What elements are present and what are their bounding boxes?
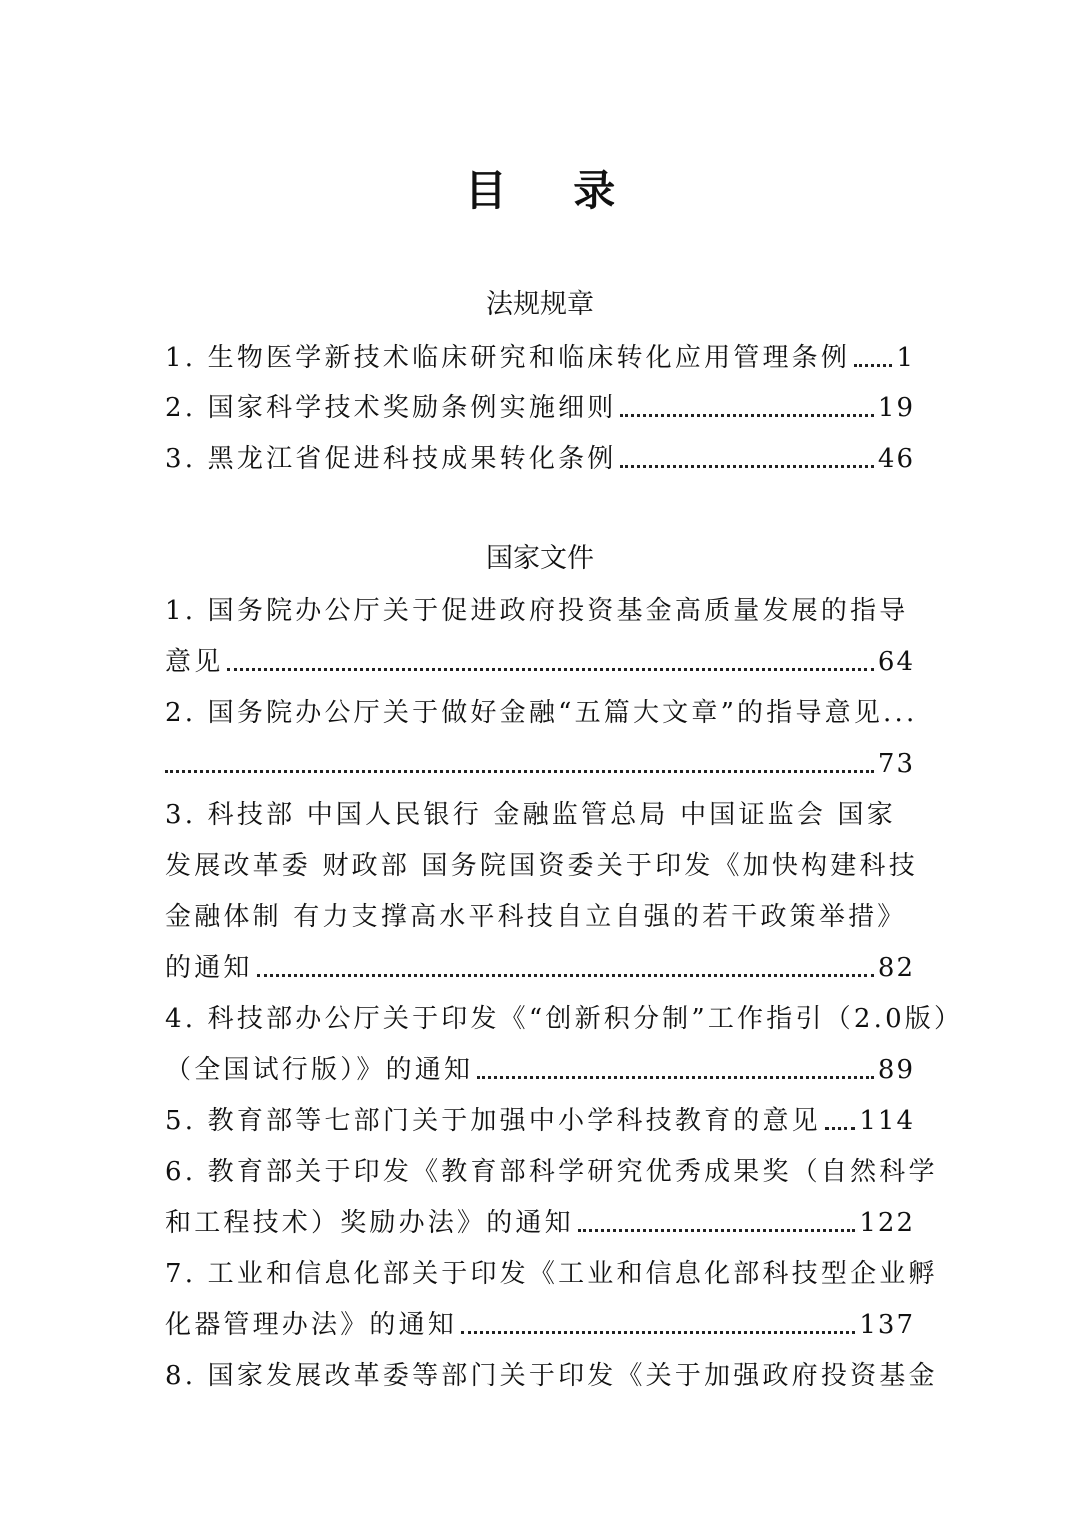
- toc-entry[interactable]: [165, 1353, 938, 1393]
- toc-entry-page: 73: [877, 749, 915, 779]
- dot-leader: [825, 1127, 855, 1130]
- toc-entry-text: 5. 教育部等七部门关于加强中小学科技教育的意见: [165, 1106, 821, 1136]
- toc-entry[interactable]: [165, 436, 915, 476]
- toc-entry-text: 4. 科技部办公厅关于印发《“创新积分制”工作指引（2.0版）: [165, 1004, 964, 1034]
- toc-entry-page: 137: [859, 1310, 915, 1340]
- dot-leader: [854, 364, 892, 367]
- toc-entry[interactable]: [165, 792, 915, 832]
- toc-entry[interactable]: [165, 335, 915, 375]
- toc-entry-continuation[interactable]: [165, 1200, 915, 1240]
- toc-entry-text: 7. 工业和信息化部关于印发《工业和信息化部科技型企业孵: [165, 1259, 938, 1289]
- toc-entry-continuation[interactable]: [165, 894, 915, 934]
- toc-entry[interactable]: [165, 1149, 938, 1189]
- toc-entry-page: 46: [877, 444, 915, 474]
- toc-entry-text: 的通知: [165, 953, 253, 983]
- toc-entry-page: 1: [896, 343, 915, 373]
- toc-entry-continuation[interactable]: [165, 1302, 915, 1342]
- toc-entry-text: 化器管理办法》的通知: [165, 1310, 458, 1340]
- section-heading-regulations: 法规规章: [486, 289, 594, 320]
- toc-entry-text: 意见: [165, 647, 224, 677]
- toc-entry-text: 2. 国家科学技术奖励条例实施细则: [165, 393, 617, 423]
- dot-leader: [257, 974, 874, 977]
- toc-entry[interactable]: [165, 1251, 938, 1291]
- toc-entry-text: 和工程技术）奖励办法》的通知: [165, 1208, 574, 1238]
- toc-entry[interactable]: [165, 1098, 915, 1138]
- toc-entry-text: 3. 科技部 中国人民银行 金融监管总局 中国证监会 国家: [165, 800, 896, 830]
- toc-entry-text: 发展改革委 财政部 国务院国资委关于印发《加快构建科技: [165, 851, 918, 881]
- dot-leader: [477, 1076, 874, 1079]
- toc-entry-page: 82: [877, 953, 915, 983]
- toc-entry[interactable]: [165, 690, 918, 730]
- dot-leader: [578, 1229, 856, 1232]
- toc-entry-page: 122: [859, 1208, 915, 1238]
- dot-leader: [620, 414, 873, 417]
- toc-entry-page: 19: [877, 393, 915, 423]
- toc-entry-text: 金融体制 有力支撑高水平科技自立自强的若干政策举措》: [165, 902, 907, 932]
- toc-entry-text: 1. 生物医学新技术临床研究和临床转化应用管理条例: [165, 343, 851, 373]
- toc-entry-text: （全国试行版）》的通知: [165, 1055, 474, 1085]
- toc-entry-page: 114: [859, 1106, 915, 1136]
- toc-entry-continuation[interactable]: [165, 843, 918, 883]
- dot-leader: [461, 1331, 855, 1334]
- toc-entry-continuation[interactable]: [165, 639, 915, 679]
- toc-entry-text: 2. 国务院办公厅关于做好金融“五篇大文章”的指导意见...: [165, 698, 918, 728]
- dot-leader: [620, 465, 873, 468]
- toc-entry-text: 8. 国家发展改革委等部门关于印发《关于加强政府投资基金: [165, 1361, 938, 1391]
- toc-entry-continuation[interactable]: [165, 1047, 915, 1087]
- toc-entry-text: 6. 教育部关于印发《教育部科学研究优秀成果奖（自然科学: [165, 1157, 938, 1187]
- toc-entry-continuation[interactable]: [165, 741, 915, 781]
- toc-entry-page: 64: [877, 647, 915, 677]
- toc-entry-page: 89: [877, 1055, 915, 1085]
- toc-entry-text: 3. 黑龙江省促进科技成果转化条例: [165, 444, 617, 474]
- section-heading-national: 国家文件: [486, 543, 594, 574]
- toc-entry[interactable]: [165, 996, 964, 1036]
- dot-leader: [165, 770, 874, 773]
- toc-entry-continuation[interactable]: [165, 945, 915, 985]
- dot-leader: [227, 668, 874, 671]
- toc-entry[interactable]: [165, 588, 915, 628]
- toc-entry-text: 1. 国务院办公厅关于促进政府投资基金高质量发展的指导: [165, 596, 909, 626]
- page-title: 目 录: [464, 166, 642, 215]
- toc-entry[interactable]: [165, 385, 915, 425]
